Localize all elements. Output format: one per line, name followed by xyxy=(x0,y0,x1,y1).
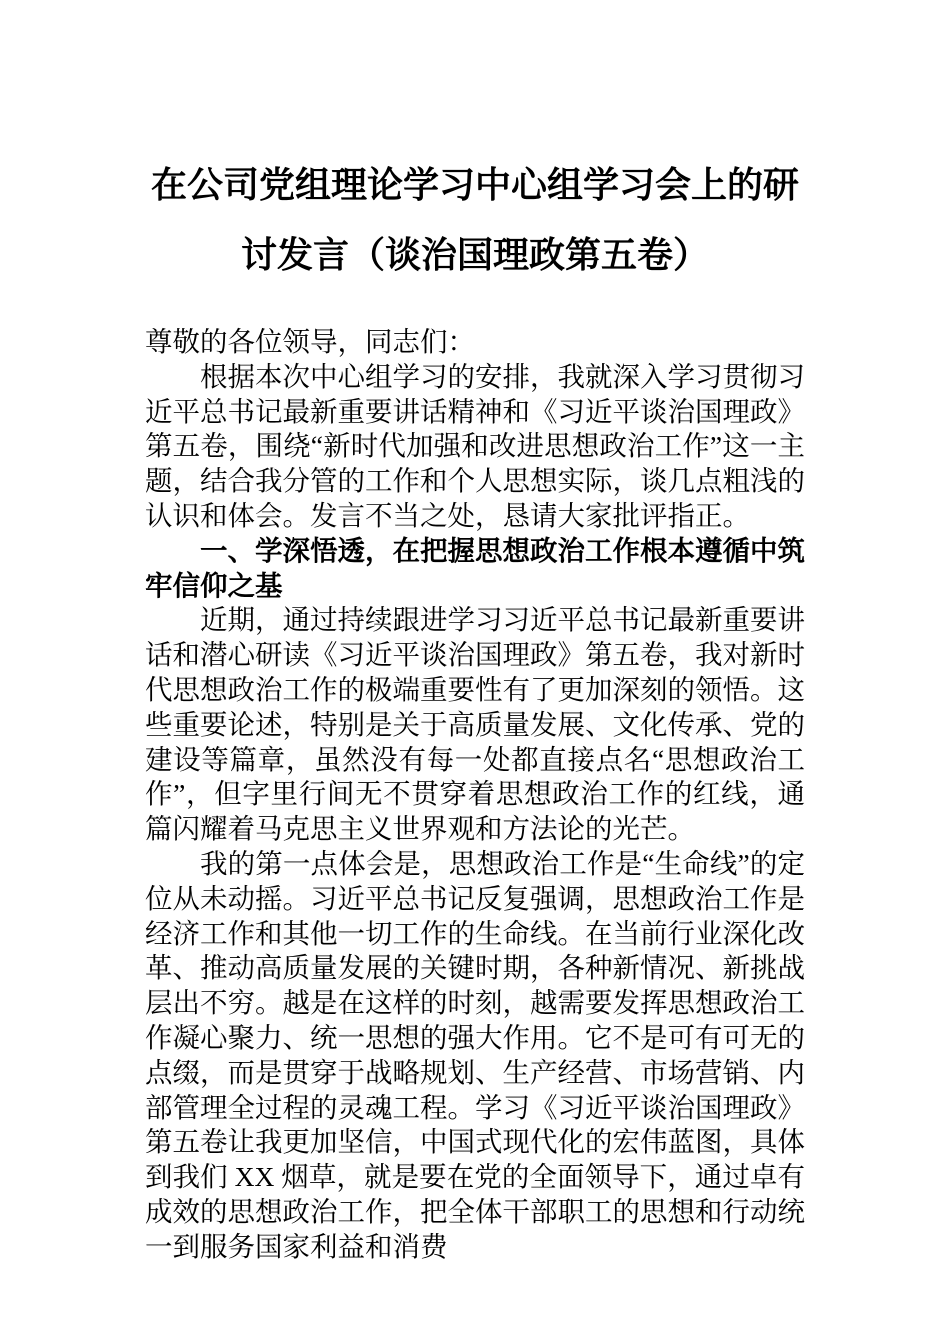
paragraph-first-takeaway: 我的第一点体会是，思想政治工作是“生命线”的定位从未动摇。习近平总书记反复强调，思想政治工作是经济工作和其他一切工作的生命线。在当前行业深化改革、推动高质量发展的关键时期，各种新情况、新挑战层出不穷。越是在这样的时刻，越需要发挥思想政治工作凝心聚力、统一思想的强大作用。它不是可有可无的点缀，而是贯穿于战略规划、生产经营、市场营销、内部管理全过程的灵魂工程。学习《习近平谈治国理政》第五卷让我更加坚信，中国式现代化的宏伟蓝图，具体到我们 XX 烟草，就是要在党的全面领导下，通过卓有成效的思想政治工作，把全体干部职工的思想和行动统一到服务国家利益和消费 xyxy=(145,847,805,1262)
paragraph-study-insight: 近期，通过持续跟进学习习近平总书记最新重要讲话和潜心研读《习近平谈治国理政》第五卷，我对新时代思想政治工作的极端重要性有了更加深刻的领悟。这些重要论述，特别是关于高质量发展、文化传承、党的建设等篇章，虽然没有每一处都直接点名“思想政治工作”，但字里行间无不贯穿着思想政治工作的红线，通篇闪耀着马克思主义世界观和方法论的光芒。 xyxy=(145,604,805,845)
document-title: 在公司党组理论学习中心组学习会上的研讨发言（谈治国理政第五卷） xyxy=(150,165,799,275)
section-heading-1: 一、学深悟透，在把握思想政治工作根本遵循中筑牢信仰之基 xyxy=(145,534,805,601)
paragraph-salutation: 尊敬的各位领导，同志们： xyxy=(145,326,475,357)
paragraph-intro: 根据本次中心组学习的安排，我就深入学习贯彻习近平总书记最新重要讲话精神和《习近平谈治国理政》第五卷，围绕“新时代加强和改进思想政治工作”这一主题，结合我分管的工作和个人思想实际，谈几点粗浅的认识和体会。发言不当之处，恳请大家批评指正。 xyxy=(145,360,805,531)
document-body xyxy=(145,325,805,1265)
